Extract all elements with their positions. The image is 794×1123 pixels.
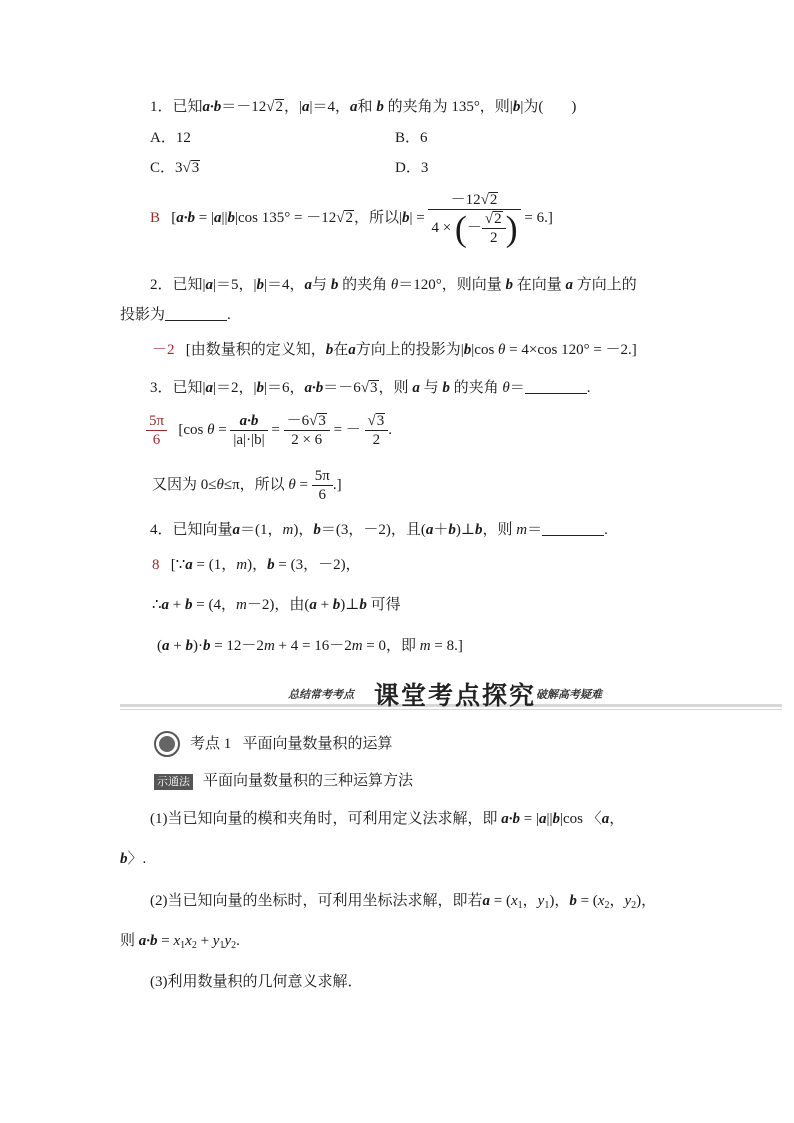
banner-left-text: 总结常考考点 bbox=[288, 689, 354, 701]
method-paragraph-2-cont: 则 $a\cdot b = x_1x_2 + y_1y_2$. bbox=[120, 933, 240, 951]
q2-solution: －2 [由数量积的定义知，b在a方向上的投影为|b|cos θ = 4×cos 120° = －2.] bbox=[152, 342, 637, 358]
q1-option-d: D．3 bbox=[395, 160, 429, 176]
q2-stem-line1: 2．已知|a|＝5，|b|＝4，a与 b 的夹角 θ＝120°，则向量 b 在向量 a 方向上的 bbox=[150, 277, 637, 293]
q1-fraction: －12√2 4 × (－ $\frac{√2}{2}$ ) bbox=[428, 191, 520, 247]
q1-option-a: A．12 bbox=[150, 130, 191, 146]
method-heading: 示通法 平面向量数量积的三种运算方法 bbox=[154, 771, 413, 791]
q2-answer: －2 bbox=[152, 342, 175, 358]
q1-option-b: B．6 bbox=[395, 130, 428, 146]
method-paragraph-1-cont: b〉. bbox=[120, 851, 147, 867]
q1-stem: 1．已知a·b＝－12√2，|a|＝4，a和 b 的夹角为 135°，则|b|为( ) bbox=[150, 99, 577, 115]
method-paragraph-1: (1)当已知向量的模和夹角时，可利用定义法求解，即 a·b = |a||b|cos 〈a， bbox=[150, 811, 625, 827]
banner-right-text: 破解高考疑难 bbox=[536, 689, 602, 701]
method-paragraph-3: (3)利用数量积的几何意义求解． bbox=[150, 974, 363, 990]
method-paragraph-2: (2)当已知向量的坐标时，可利用坐标法求解，即若$a = (x_1$，$y_1$)，$b = (x_2$，$y_2$)， bbox=[150, 893, 657, 911]
q4-solution-line1: 8 [∵a = (1，m)，b = (3，－2)， bbox=[152, 557, 361, 573]
q4-answer: 8 bbox=[152, 557, 160, 573]
q2-stem-line2: 投影为 . bbox=[120, 307, 231, 323]
circle-bullet-icon bbox=[154, 731, 180, 757]
q3-stem: 3．已知|a|＝2，|b|＝6，a·b＝－6√3，则 a 与 b 的夹角 θ＝ . bbox=[150, 380, 591, 396]
section-banner bbox=[120, 680, 782, 712]
q4-solution-line2: ∴a + b = (4，m－2)，由(a + b)⊥b 可得 bbox=[152, 597, 401, 613]
q3-solution-line2: 又因为 0≤θ≤π，所以 θ = $\frac{5\pi}{6}$ .] bbox=[152, 468, 342, 504]
q3-solution: $\frac{5\pi}{6}$ [cos θ = $\frac{a\cdot b}{|a|\cdot|b|}$ = $\frac{-6√3}{2 \times 6}$ = － $\frac{√3}{2}$ . bbox=[146, 408, 392, 452]
method-tag: 示通法 bbox=[154, 774, 193, 790]
q3-answer: $\frac{5\pi}{6}$ bbox=[146, 412, 167, 449]
q1-solution: B [a·b = |a||b|cos 135° = －12√2，所以|b| = －12√2 4 × (－ $\frac{√2}{2}$ ) = 6.] bbox=[150, 191, 553, 249]
q1-answer: B bbox=[150, 210, 161, 226]
q4-stem: 4．已知向量a＝(1，m)，b＝(3，－2)，且(a＋b)⊥b，则 m＝ . bbox=[150, 522, 608, 538]
q4-solution-line3: (a + b)·b = 12－2m + 4 = 16－2m = 0，即 m = 8.] bbox=[157, 638, 463, 654]
kaodian-heading: 考点 1 平面向量数量积的运算 bbox=[190, 736, 393, 752]
banner-title: 课堂考点探究 bbox=[374, 681, 537, 710]
q1-option-c: C．3√3 bbox=[150, 160, 200, 176]
